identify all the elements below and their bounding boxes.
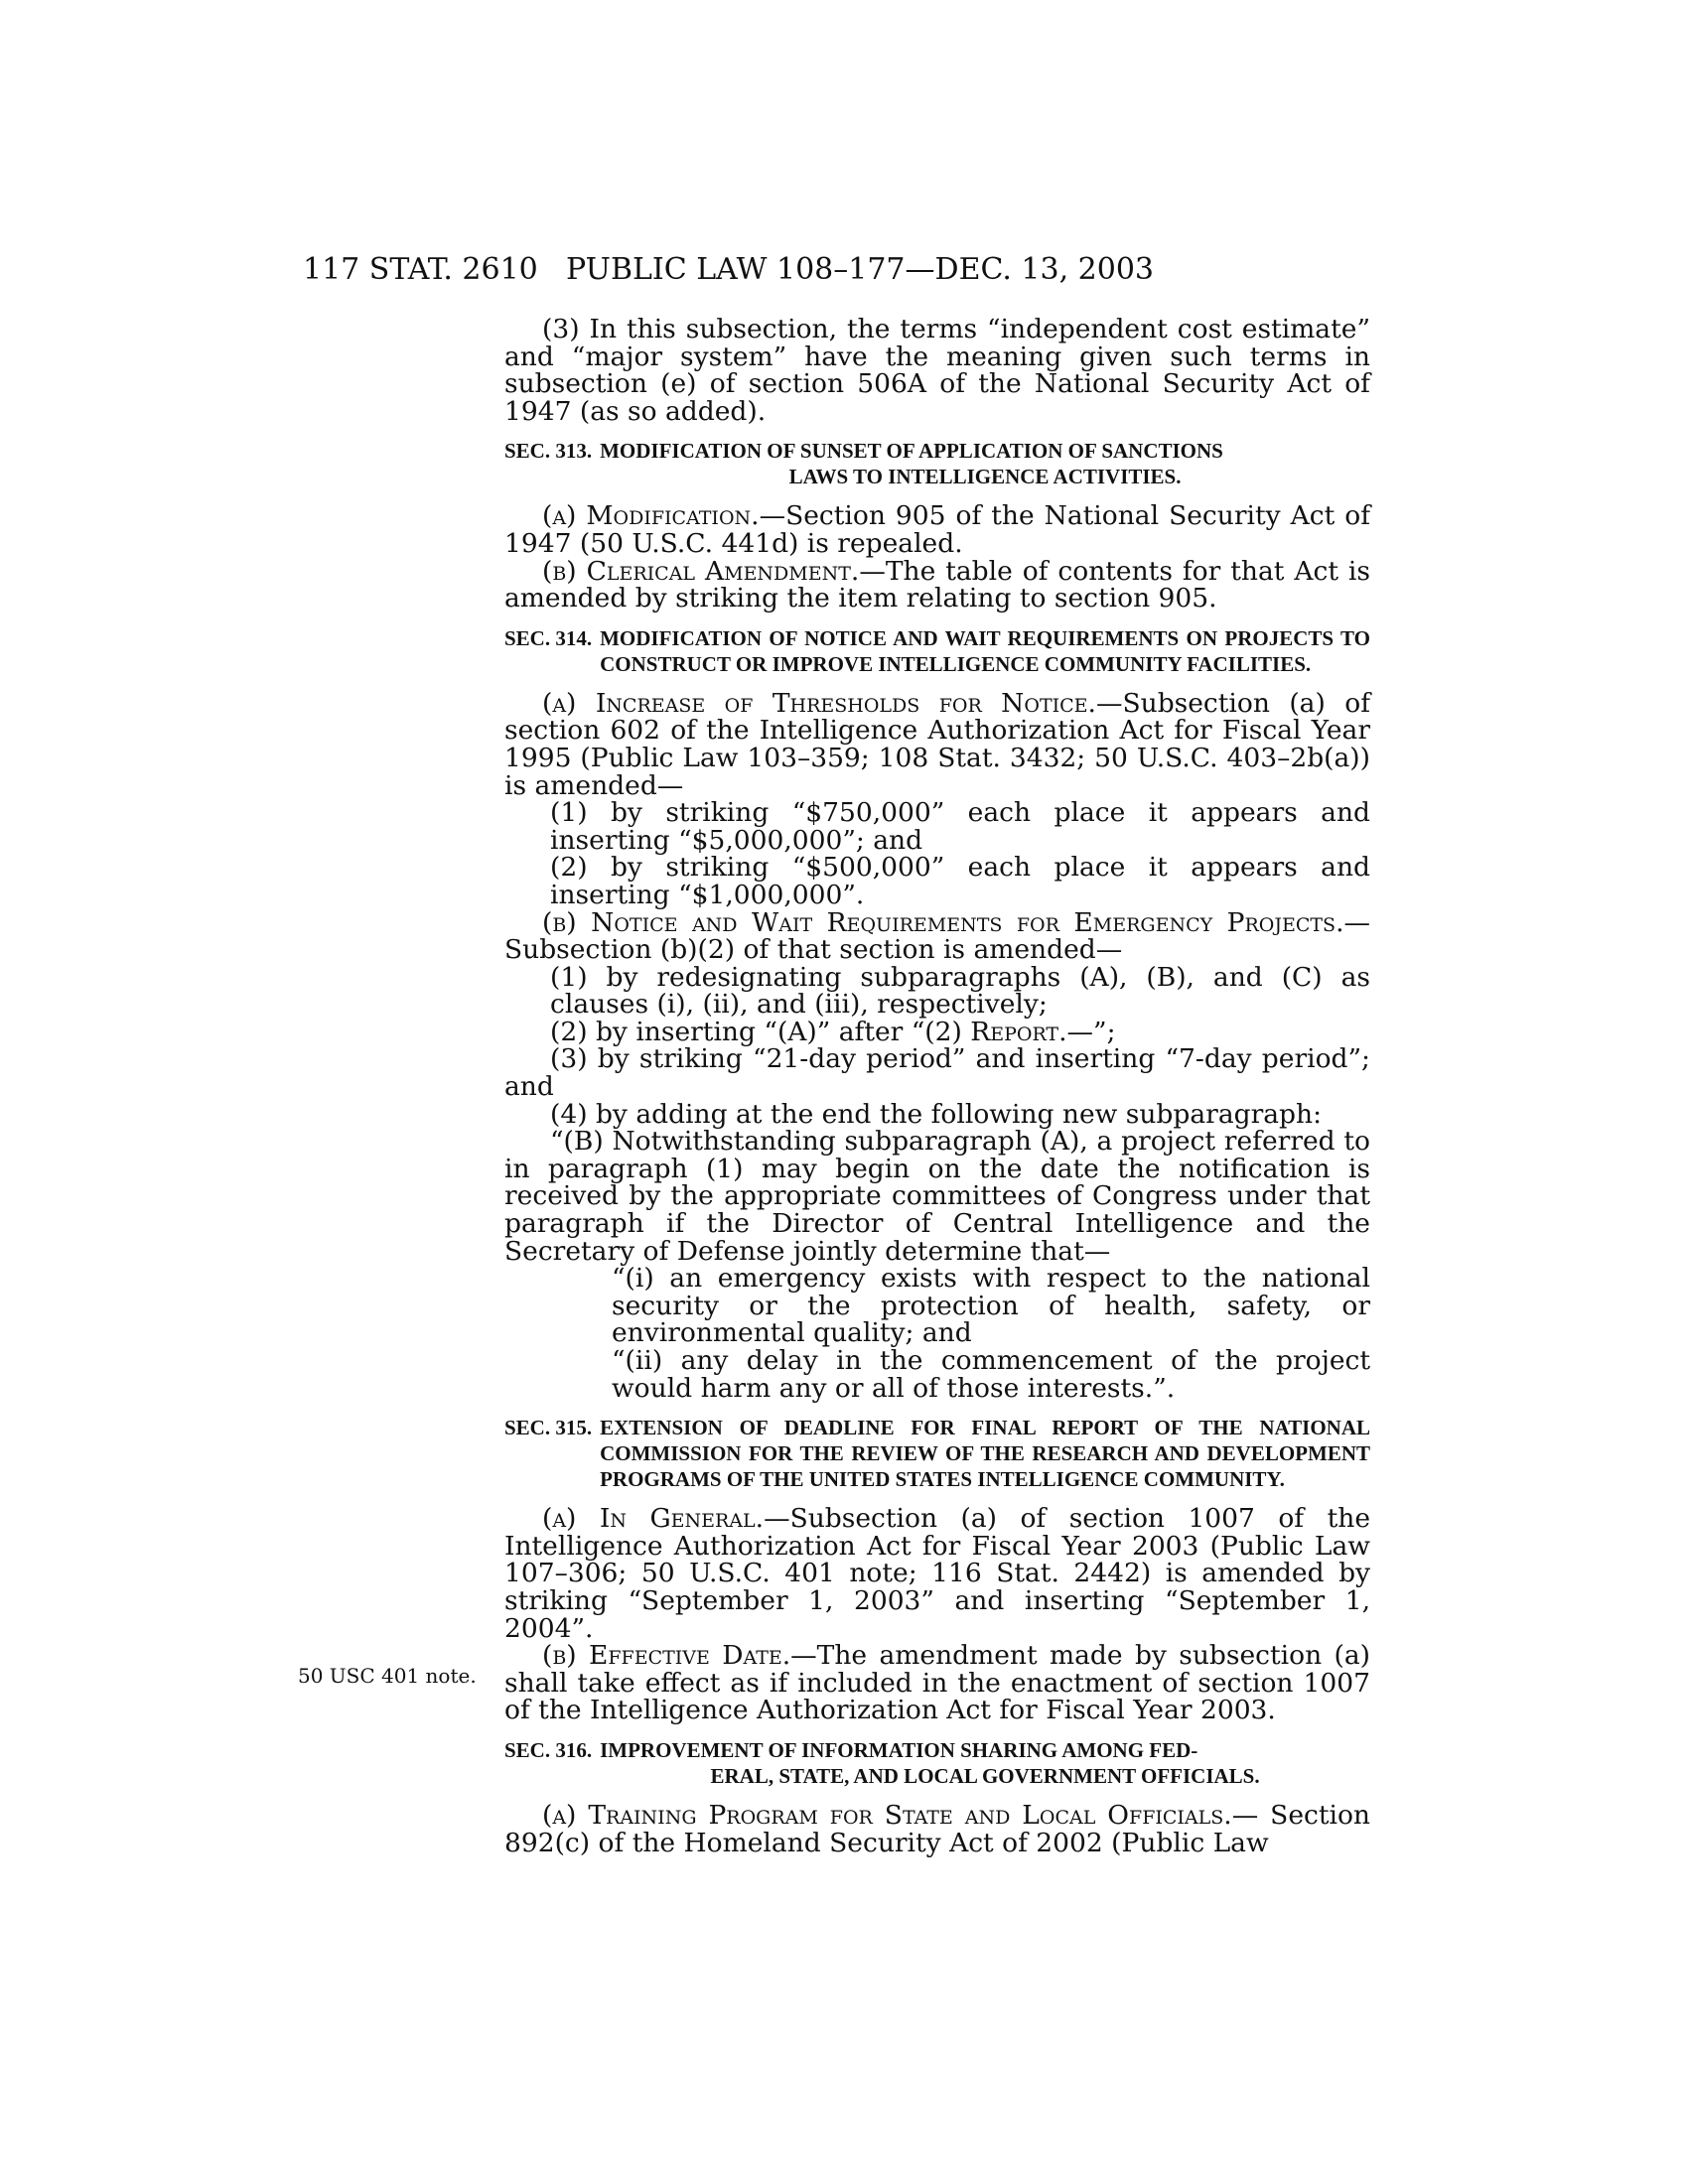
subsection-text: —Section 905 of the National Security Act of 1947 (50 U.S.C. 441d) is repealed. [504, 500, 1371, 559]
section-title: MODIFICATION OF SUNSET OF APPLICATION OF SANCTIONS [600, 439, 1223, 464]
sec-313-heading [504, 438, 1370, 489]
subsection-label: (a) Modification. [542, 500, 760, 532]
statute-page-number: 117 STAT. 2610 [303, 252, 538, 287]
quoted-clause-ii: “(ii) any delay in the commencement of the project would harm any or all of those interests.”. [612, 1345, 1370, 1404]
sec-314-b3: (3) by striking “21-day period” and inserting “7-day period”; and [504, 1043, 1370, 1103]
subsection-label: (a) In General. [542, 1503, 765, 1535]
subsection-text: —Subsection (b)(2) of that section is amended— [504, 906, 1370, 966]
margin-note: 50 USC 401 note. [298, 1664, 477, 1688]
subsection-label: (b) Effective Date. [542, 1640, 791, 1672]
subsection-text: —The table of contents for that Act is amended by striking the item relating to section 905. [504, 555, 1370, 614]
sec-314-a2: (2) by striking “$500,000” each place it appears and inserting “$1,000,000”. [550, 852, 1370, 910]
sec-315-b [504, 1642, 1370, 1724]
sec-314-a1: (1) by striking “$750,000” each place it appears and inserting “$5,000,000”; and [550, 797, 1370, 856]
subsection-text: —Subsection (a) of section 1007 of the Intelligence Authorization Act for Fiscal Year 2003 (Public Law 107–306; 50 U.S.C. 401 note; 116 Stat. 2442) is amended by striking “September 1, 2003” and inserting “September 1, 2004”. [504, 1503, 1370, 1644]
sec-315-a [504, 1505, 1370, 1642]
subsection-label: (a) Training Program for State and Local Officials. [542, 1799, 1232, 1831]
section-title: EXTENSION OF DEADLINE FOR FINAL REPORT OF THE NATIONAL COMMISSION FOR THE REVIEW OF THE RESEARCH AND DEVELOPMENT PROGRAMS OF THE UNITED STATES INTELLIGENCE COMMUNITY. [600, 1416, 1370, 1492]
public-law-citation: PUBLIC LAW 108–177—DEC. 13, 2003 [566, 252, 1155, 287]
sec-314-b2 [504, 1016, 1370, 1047]
sec-314-a [504, 687, 1371, 801]
section-number: SEC. 316. [504, 1737, 593, 1762]
section-number: SEC. 314. [504, 625, 593, 650]
subsection-label: (b) Notice and Wait Requirements for Emergency Projects. [542, 906, 1344, 938]
sec-313-b [504, 555, 1370, 614]
intro-paragraph: (3) In this subsection, the terms “independent cost estimate” and “major system” have the meaning given such terms in subsection (e) of section 506A of the National Security Act of 1947 (as so added). [504, 314, 1370, 427]
section-title: MODIFICATION OF NOTICE AND WAIT REQUIREMENTS ON PROJECTS TO CONSTRUCT OR IMPROVE INTELLIGENCE COMMUNITY FACILITIES. [600, 625, 1370, 676]
b2-text-end: .—”; [1058, 1016, 1116, 1047]
sec-316-heading [504, 1737, 1370, 1789]
sec-314-heading [504, 625, 1370, 677]
subsection-text: —Subsection (a) of section 602 of the Intelligence Authorization Act for Fiscal Year 1995 (Public Law 103–359; 108 Stat. 3432; 50 U.S.C. 403–2b(a)) is amended— [504, 687, 1371, 801]
section-number: SEC. 315. [504, 1416, 593, 1440]
b2-text: (2) by inserting “(A)” after “(2) [550, 1016, 971, 1047]
quoted-clause-i: “(i) an emergency exists with respect to the national security or the protection of health, safety, or environmental quality; and [612, 1263, 1370, 1349]
subsection-text: — Section 892(c) of the Homeland Security Act of 2002 (Public Law [504, 1799, 1370, 1858]
body-column [504, 316, 1370, 1856]
sec-314-b4: (4) by adding at the end the following new subparagraph: [550, 1098, 1323, 1130]
page-header [0, 252, 1688, 292]
subsection-text: —The amendment made by subsection (a) shall take effect as if included in the enactment of section 1007 of the Intelligence Authorization Act for Fiscal Year 2003. [504, 1640, 1370, 1726]
section-number: SEC. 313. [504, 439, 593, 464]
subsection-label: (a) Increase of Thresholds for Notice. [542, 687, 1096, 719]
sec-314-b1: (1) by redesignating subparagraphs (A), (B), and (C) as clauses (i), (ii), and (iii), respectively; [550, 961, 1370, 1021]
b2-smallcaps: Report [970, 1016, 1059, 1047]
section-title: IMPROVEMENT OF INFORMATION SHARING AMONG FED- [600, 1737, 1198, 1762]
sec-316-a [504, 1799, 1370, 1858]
section-title-line2: ERAL, STATE, AND LOCAL GOVERNMENT OFFICIALS. [710, 1763, 1260, 1788]
subsection-label: (b) Clerical Amendment. [542, 555, 860, 587]
sec-314-b [504, 906, 1370, 966]
quoted-subparagraph-b: “(B) Notwithstanding subparagraph (A), a project referred to in paragraph (1) may begin on the date the notification is received by the appropriate committees of Congress under that paragraph if the Director of Central Intelligence and the Secretary of Defense jointly determine that— [504, 1126, 1370, 1267]
section-title-line2: LAWS TO INTELLIGENCE ACTIVITIES. [788, 465, 1182, 489]
sec-313-a [504, 502, 1370, 557]
sec-315-heading [504, 1415, 1370, 1492]
